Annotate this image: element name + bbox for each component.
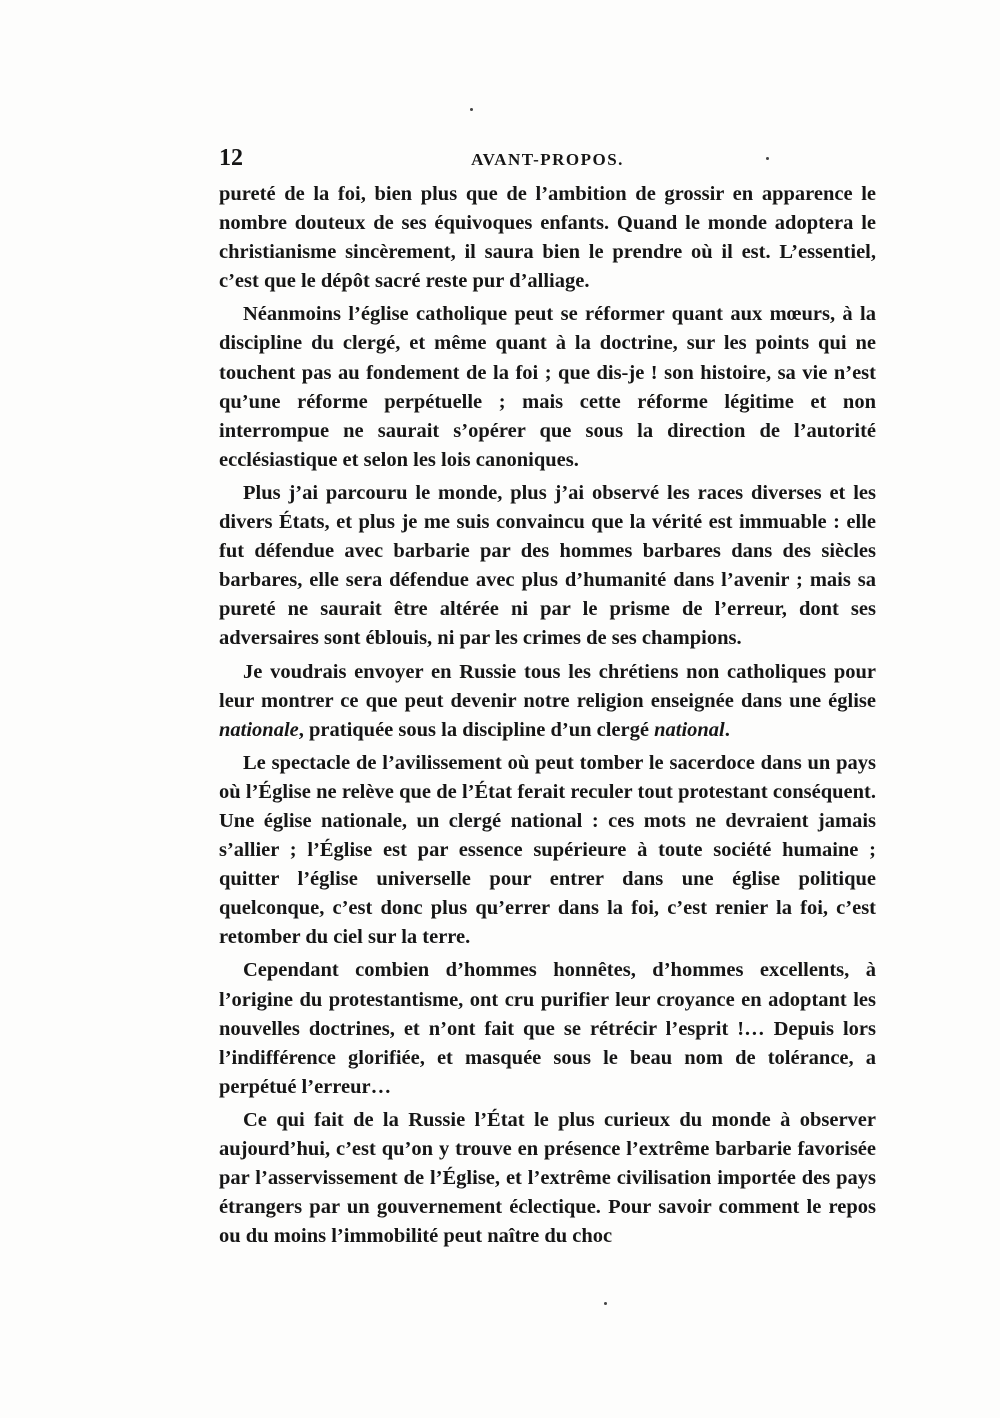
paragraph-6: Cependant combien d’hommes honnêtes, d’hommes excellents, à l’origine du protestantisme, ont cru purifier leur croyance en adoptant les nouvelles doctrines, et n’ont fait que se rétrécir l’esprit !… Depuis lors l’indifférence glorifiée, et masquée sous le beau nom de tolérance, a perpétué l’erreur… — [219, 959, 876, 1098]
paragraph-7: Ce qui fait de la Russie l’État le plus curieux du monde à observer aujourd’hui, c’est qu’on y trouve en présence l’extrême barbarie favorisée par l’asservissement de l’Église, et l’extrême civilisation importée des pays étrangers par un gouvernement éclectique. Pour savoir comment le repos ou du moins l’immobilité peut naître du choc — [219, 1108, 876, 1248]
paragraph-4-italic-national: national — [654, 718, 725, 741]
page-number: 12 — [219, 145, 243, 171]
paragraph-3: Plus j’ai parcouru le monde, plus j’ai observé les races diverses et les divers États, et plus je me suis convaincu que la vérité est immuable : elle fut défendue avec barbarie par des hommes barbares dans des siècles barbares, elle sera défendue avec plus d’humanité dans l’avenir ; mais sa pureté ne saurait être altérée ni par le prisme de l’erreur, dont ses adversaires sont éblouis, ni par les crimes de ses champions. — [219, 481, 876, 650]
paragraph-4 — [219, 658, 876, 745]
running-title: AVANT-PROPOS. — [471, 150, 624, 169]
print-speck — [604, 1302, 607, 1305]
paragraph-4-text-b: , pratiquée sous la discipline d’un clergé — [298, 718, 655, 741]
paragraph-2: Néanmoins l’église catholique peut se réformer quant aux mœurs, à la discipline du clergé, et même quant à la doctrine, sur les points qui ne touchent pas au fondement de la foi ; que dis-je ! son histoire, sa vie n’est qu’une réforme perpétuelle ; mais cette réforme légitime et non interrompue ne saurait s’opérer que sous la direction de l’autorité ecclésiastique et selon les lois canoniques. — [219, 303, 876, 471]
paragraph-4-text-c: . — [724, 718, 730, 741]
running-head — [219, 145, 876, 175]
body-text — [219, 180, 876, 1255]
paragraph-4-text-a: Je voudrais envoyer en Russie tous les chrétiens non catholiques pour leur montrer ce que peut devenir notre religion enseignée dans une église — [219, 660, 876, 712]
print-speck — [470, 108, 473, 111]
paragraph-1: pureté de la foi, bien plus que de l’ambition de grossir en apparence le nombre douteux de ses équivoques enfants. Quand le monde adoptera le christianisme sincèrement, il saura bien le prendre où il est. L’essentiel, c’est que le dépôt sacré reste pur d’alliage. — [219, 183, 876, 293]
paragraph-4-italic-nationale: nationale — [219, 718, 299, 741]
paragraph-5: Le spectacle de l’avilissement où peut tomber le sacerdoce dans un pays où l’Église ne relève que de l’État ferait reculer tout protestant conséquent. Une église nationale, un clergé national : ces mots ne devraient jamais s’allier ; l’Église est par essence supérieure à toute société humaine ; quitter l’église universelle pour entrer dans une église politique quelconque, c’est donc plus qu’errer dans la foi, c’est renier la foi, c’est retomber du ciel sur la terre. — [219, 751, 876, 949]
